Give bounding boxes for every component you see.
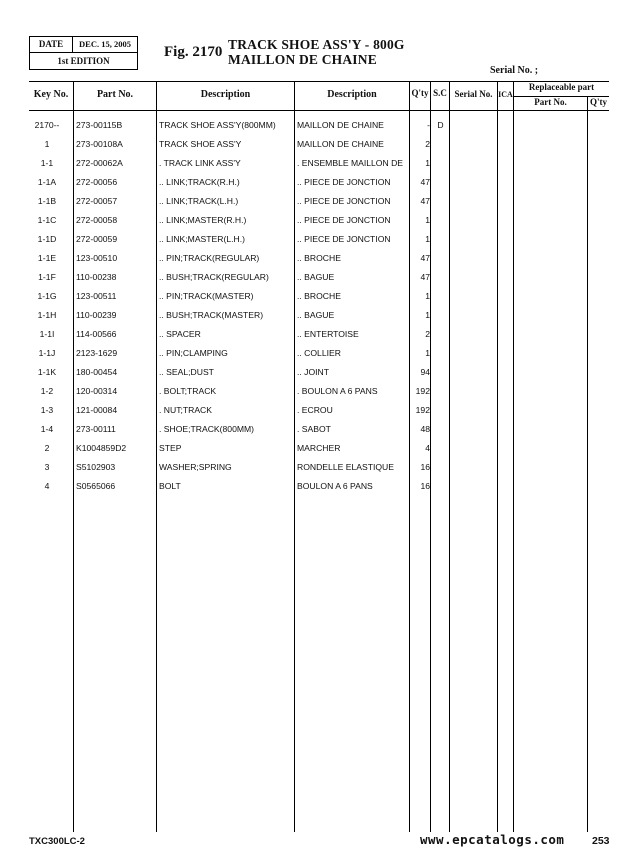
description-fr: .. BAGUE: [297, 310, 335, 320]
header-replaceable-part: Replaceable part: [528, 82, 595, 92]
parts-table: [29, 81, 609, 832]
description-fr: . SABOT: [297, 424, 331, 434]
key-no: 1-1A: [37, 177, 57, 187]
service-code: [432, 287, 449, 306]
service-code: D: [437, 120, 444, 130]
service-code: [432, 154, 449, 173]
key-no: 1-1B: [37, 196, 57, 206]
key-no: 1-1C: [37, 215, 57, 225]
service-code: [432, 211, 449, 230]
quantity: 94: [420, 367, 430, 377]
key-no: 3: [44, 462, 50, 472]
description-fr: .. ENTERTOISE: [297, 329, 359, 339]
description: .. LINK;TRACK(L.H.): [159, 196, 239, 206]
table-row: [29, 325, 609, 344]
part-no: S0565066: [76, 481, 116, 491]
description-fr: .. BAGUE: [297, 272, 335, 282]
description-fr: RONDELLE ELASTIQUE: [297, 462, 394, 472]
quantity: 1: [425, 310, 430, 320]
quantity: 16: [420, 481, 430, 491]
description: . TRACK LINK ASS'Y: [159, 158, 241, 168]
footer-website[interactable]: www.epcatalogs.com: [420, 832, 565, 847]
description-fr: . BOULON A 6 PANS: [297, 386, 378, 396]
key-no: 1-1I: [39, 329, 55, 339]
description-fr: .. BROCHE: [297, 253, 341, 263]
description: .. PIN;TRACK(REGULAR): [159, 253, 260, 263]
table-row: [29, 287, 609, 306]
description-fr: .. PIECE DE JONCTION: [297, 234, 391, 244]
key-no: 1-1: [40, 158, 54, 168]
part-no: 110-00238: [76, 272, 117, 282]
description: .. PIN;TRACK(MASTER): [159, 291, 254, 301]
part-no: 120-00314: [76, 386, 118, 396]
part-no: 272-00056: [76, 177, 118, 187]
part-no: 123-00510: [76, 253, 118, 263]
table-row: [29, 382, 609, 401]
header-sc: S.C: [433, 88, 447, 98]
description-fr: . ECROU: [297, 405, 333, 415]
header-rep-part-no: Part No.: [534, 97, 567, 107]
part-no: 123-00511: [76, 291, 117, 301]
description: STEP: [159, 443, 182, 453]
description-fr: .. COLLIER: [297, 348, 341, 358]
description: . NUT;TRACK: [159, 405, 212, 415]
date-row: [30, 37, 137, 53]
quantity: 47: [420, 196, 430, 206]
quantity: 1: [425, 215, 430, 225]
description: .. BUSH;TRACK(MASTER): [159, 310, 264, 320]
service-code: [432, 173, 449, 192]
figure-number: Fig. 2170: [164, 44, 223, 60]
description: .. LINK;MASTER(R.H.): [159, 215, 247, 225]
description: BOLT: [159, 481, 181, 491]
quantity: 2: [425, 329, 430, 339]
description-fr: .. PIECE DE JONCTION: [297, 177, 391, 187]
key-no: 1-4: [40, 424, 54, 434]
description: .. LINK;TRACK(R.H.): [159, 177, 240, 187]
quantity: 1: [425, 158, 430, 168]
table-row: [29, 230, 609, 249]
description-fr: .. JOINT: [297, 367, 329, 377]
quantity: 16: [420, 462, 430, 472]
table-row: [29, 458, 609, 477]
key-no: 1-1G: [37, 291, 57, 301]
description-fr: .. PIECE DE JONCTION: [297, 215, 391, 225]
description: .. SEAL;DUST: [159, 367, 214, 377]
key-no: 2: [44, 443, 50, 453]
table-row: [29, 154, 609, 173]
part-no: 121-00084: [76, 405, 118, 415]
description: .. PIN;CLAMPING: [159, 348, 228, 358]
footer-model: TXC300LC-2: [29, 836, 85, 847]
quantity: 47: [420, 253, 430, 263]
service-code: [432, 344, 449, 363]
header-qty: Q'ty: [411, 88, 429, 98]
table-row: [29, 306, 609, 325]
description: .. LINK;MASTER(L.H.): [159, 234, 245, 244]
part-no: S5102903: [76, 462, 116, 472]
part-no: 273-00111: [76, 424, 116, 434]
description-fr: .. PIECE DE JONCTION: [297, 196, 391, 206]
part-no: 180-00454: [76, 367, 118, 377]
description: .. BUSH;TRACK(REGULAR): [159, 272, 269, 282]
page-title-fr: MAILLON DE CHAINE: [228, 52, 377, 67]
header-serial-no: Serial No.: [454, 89, 493, 99]
part-no: 2123-1629: [76, 348, 118, 358]
key-no: 1-2: [40, 386, 54, 396]
part-no: 272-00059: [76, 234, 118, 244]
quantity: 192: [415, 386, 430, 396]
quantity: 2: [425, 139, 430, 149]
service-code: [432, 268, 449, 287]
description-fr: BOULON A 6 PANS: [297, 481, 373, 491]
part-no: 110-00239: [76, 310, 117, 320]
part-no: 272-00057: [76, 196, 118, 206]
service-code: [432, 439, 449, 458]
description-fr: MAILLON DE CHAINE: [297, 120, 384, 130]
description: TRACK SHOE ASS'Y: [159, 139, 242, 149]
table-row: [29, 249, 609, 268]
description: TRACK SHOE ASS'Y(800MM): [159, 120, 276, 130]
table-row: [29, 268, 609, 287]
table-row: [29, 420, 609, 439]
quantity: 47: [420, 177, 430, 187]
table-row: [29, 116, 609, 135]
key-no: 1-1K: [37, 367, 57, 377]
part-no: 273-00115B: [76, 120, 123, 130]
key-no: 1-1H: [37, 310, 57, 320]
key-no: 2170--: [34, 120, 60, 130]
key-no: 1-1D: [37, 234, 57, 244]
service-code: [432, 401, 449, 420]
quantity: 1: [425, 348, 430, 358]
page-number: 253: [592, 835, 610, 847]
quantity: 192: [415, 405, 430, 415]
quantity: 1: [425, 234, 430, 244]
description-fr: MAILLON DE CHAINE: [297, 139, 384, 149]
quantity: 1: [425, 291, 430, 301]
service-code: [432, 325, 449, 344]
service-code: [432, 420, 449, 439]
edition-label: 1st EDITION: [57, 56, 110, 66]
key-no: 1-1J: [38, 348, 56, 358]
description-fr: MARCHER: [297, 443, 341, 453]
description: WASHER;SPRING: [159, 462, 232, 472]
key-no: 1-3: [40, 405, 54, 415]
part-no: 114-00566: [76, 329, 117, 339]
table-row: [29, 173, 609, 192]
header-description: Description: [200, 89, 251, 100]
description: . BOLT;TRACK: [159, 386, 217, 396]
table-row: [29, 401, 609, 420]
quantity: 4: [425, 443, 430, 453]
date-label: DATE: [30, 37, 73, 52]
header-rep-qty: Q'ty: [590, 97, 607, 107]
quantity: 48: [420, 424, 430, 434]
header-part-no: Part No.: [96, 89, 134, 100]
table-row: [29, 439, 609, 458]
table-row: [29, 344, 609, 363]
edition-box: [29, 36, 138, 70]
service-code: [432, 363, 449, 382]
table-row: [29, 192, 609, 211]
service-code: [432, 306, 449, 325]
header-key-no: Key No.: [33, 89, 69, 100]
part-no: 272-00058: [76, 215, 118, 225]
service-code: [432, 230, 449, 249]
header-bottom-rule: [29, 110, 609, 111]
table-row: [29, 135, 609, 154]
description: .. SPACER: [159, 329, 201, 339]
key-no: 1: [44, 139, 50, 149]
part-no: 273-00108A: [76, 139, 123, 149]
service-code: [432, 249, 449, 268]
service-code: [432, 477, 449, 496]
table-row: [29, 477, 609, 496]
part-no: 272-00062A: [76, 158, 123, 168]
header-ica: ICA: [498, 90, 513, 99]
service-code: [432, 192, 449, 211]
key-no: 1-1F: [38, 272, 56, 282]
description-fr: .. BROCHE: [297, 291, 341, 301]
header-description-fr: Description: [327, 89, 377, 100]
key-no: 4: [44, 481, 50, 491]
table-row: [29, 363, 609, 382]
service-code: [432, 458, 449, 477]
part-no: K1004859D2: [76, 443, 127, 453]
description: . SHOE;TRACK(800MM): [159, 424, 255, 434]
page-title-en: TRACK SHOE ASS'Y - 800G: [228, 37, 405, 52]
quantity: 47: [420, 272, 430, 282]
quantity: -: [427, 120, 430, 130]
table-row: [29, 211, 609, 230]
service-code: [432, 382, 449, 401]
description-fr: . ENSEMBLE MAILLON DE: [297, 158, 404, 168]
service-code: [432, 135, 449, 154]
date-value: DEC. 15, 2005: [79, 39, 131, 49]
serial-label: Serial No. ;: [490, 65, 539, 76]
key-no: 1-1E: [37, 253, 57, 263]
